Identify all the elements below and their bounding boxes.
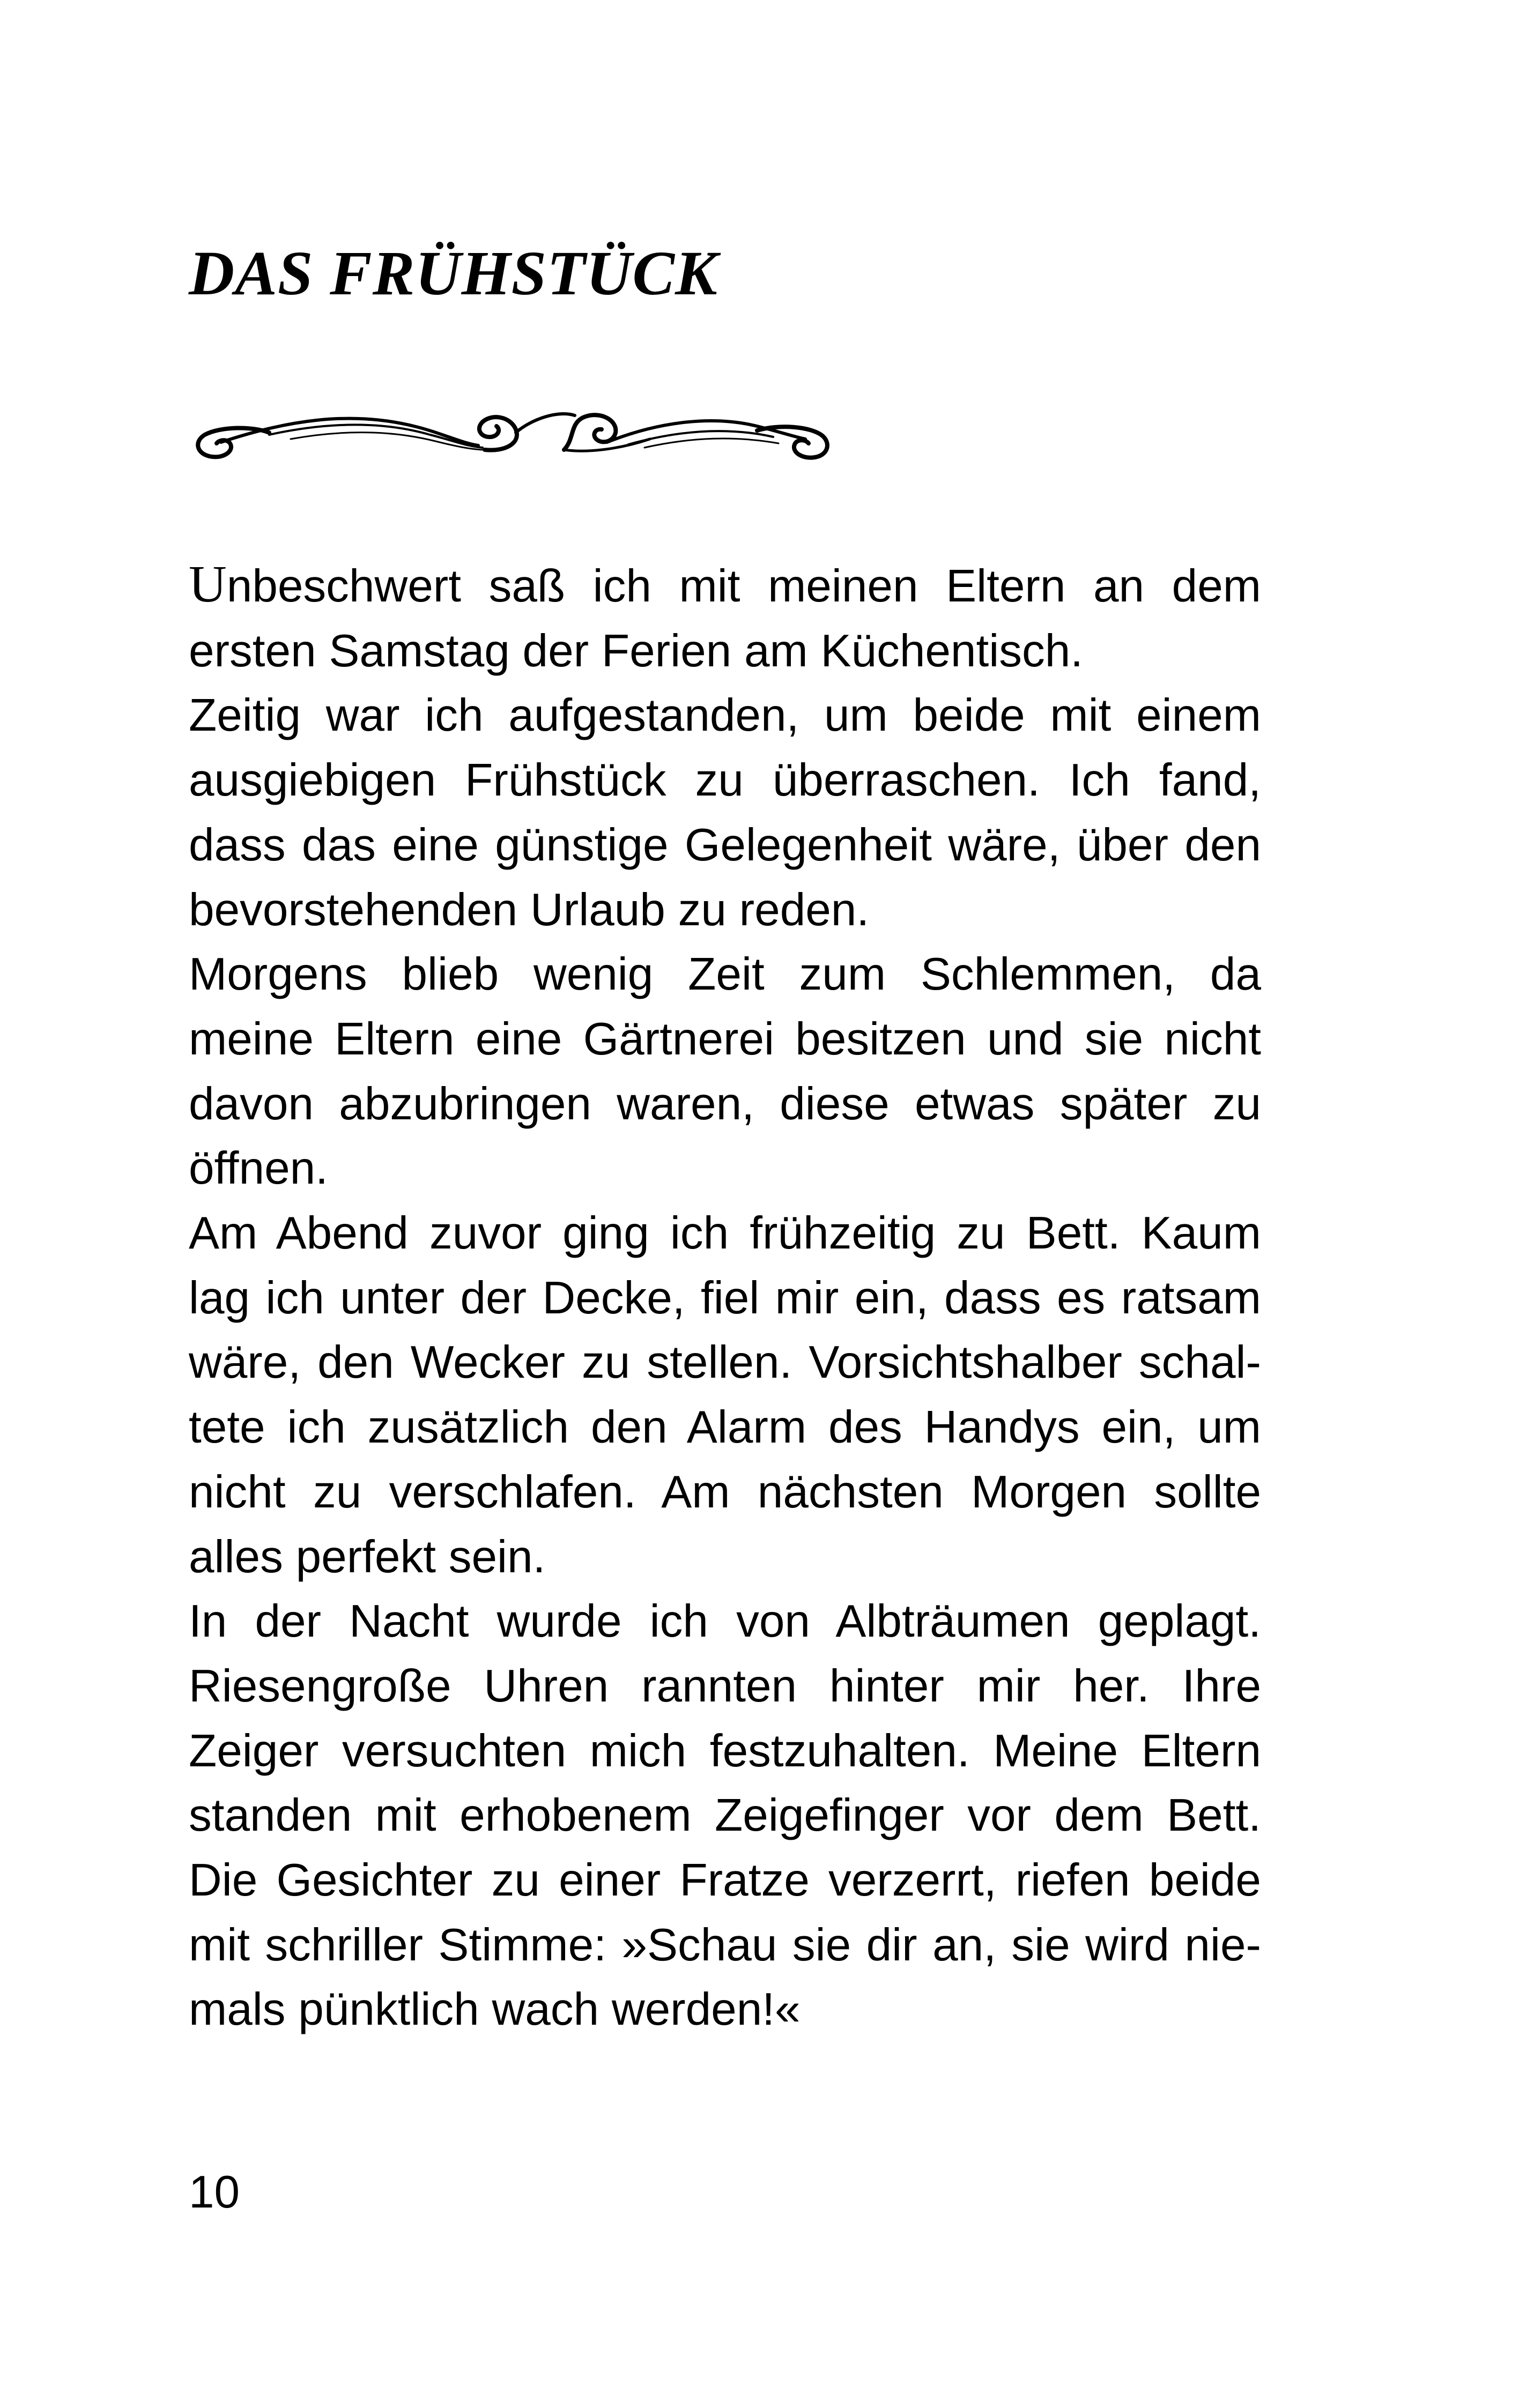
paragraph-2: Zeitig war ich aufgestanden, um beide mit einem ausgiebigen Frühstück zu überraschen. Ich fand, dass das eine günstige Gelegenheit wäre, über den bevorstehenden Urlaub zu reden.: [189, 690, 1261, 935]
chapter-title: DAS FRÜHSTÜCK: [189, 238, 718, 308]
page-number: 10: [189, 2167, 240, 2218]
paragraph-5: In der Nacht wurde ich von Albträumen geplagt. Riesengroße Uhren rannten hinter mir her. Ihre Zeiger versuchten mich festzuhalten. Meine Eltern standen mit erhobenem Zeigefinger vor dem Bett. Die Gesichter zu einer Fratze verzerrt, riefen beide mit schriller Stimme: »Schau sie dir an, sie wird niemals pünktlich wach werden!«: [189, 1596, 1261, 2035]
paragraph-1: [189, 552, 1261, 683]
paragraph-text: nbeschwert saß ich mit meinen Eltern an dem ersten Samstag der Ferien am Küchentisch.: [189, 561, 1261, 677]
flourish-divider-icon: [189, 383, 838, 469]
paragraph-lead-letter: U: [189, 555, 227, 613]
paragraph-3: Morgens blieb wenig Zeit zum Schlemmen, da meine Eltern eine Gärtnerei besitzen und sie nicht davon abzubringen waren, diese etwas später zu öffnen.: [189, 949, 1261, 1194]
paragraph-4: Am Abend zuvor ging ich frühzeitig zu Bett. Kaum lag ich unter der Decke, fiel mir ein, dass es ratsam wäre, den Wecker zu stellen. Vorsichtshalber schaltete ich zusätzlich den Alarm des Handys ein, um nicht zu verschlafen. Am nächsten Morgen sollte alles perfekt sein.: [189, 1208, 1261, 1582]
chapter-body: [189, 552, 1261, 2042]
